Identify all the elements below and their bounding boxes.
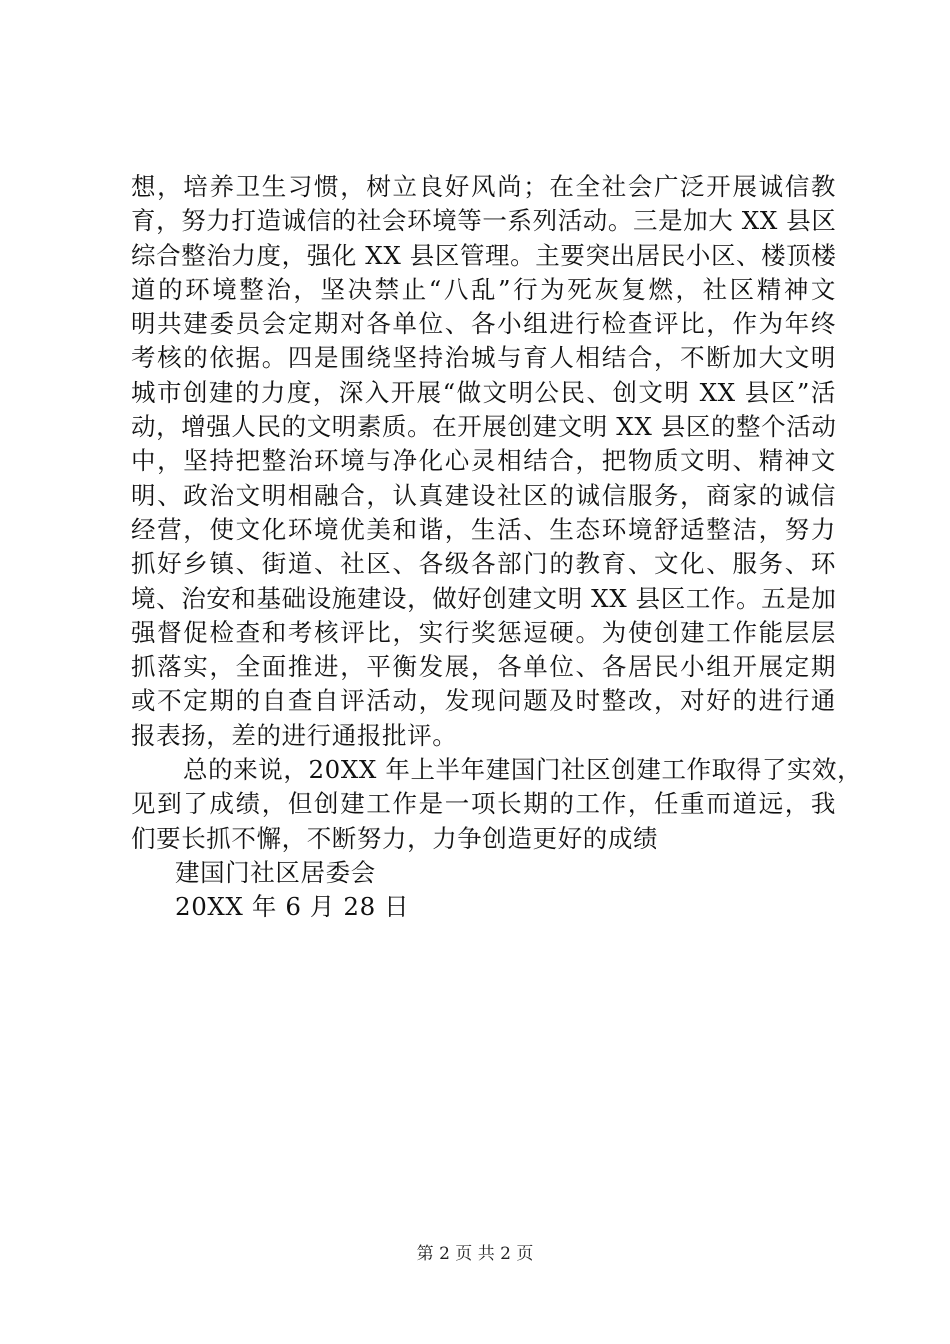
paragraph-2 xyxy=(131,753,863,856)
text-line: 育，努力打造诚信的社会环境等一系列活动。三是加大 XX 县区 xyxy=(131,206,837,236)
text-line: 明共建委员会定期对各单位、各小组进行检查评比，作为年终 xyxy=(131,309,836,339)
text-line: 见到了成绩，但创建工作是一项长期的工作，任重而道远，我 xyxy=(131,789,836,819)
signature-block xyxy=(131,856,836,925)
text-line: 道的环境整治，坚决禁止“八乱”行为死灰复燃，社区精神文 xyxy=(131,274,836,304)
text-line: 抓好乡镇、街道、社区、各级各部门的教育、文化、服务、环 xyxy=(131,549,836,579)
text-line: 报表扬，差的进行通报批评。 xyxy=(131,720,458,750)
document-body xyxy=(131,170,863,925)
text-line: 们要长抓不懈，不断努力，力争创造更好的成绩 xyxy=(131,823,659,853)
text-line: 城市创建的力度，深入开展“做文明公民、创文明 XX 县区”活 xyxy=(131,377,836,407)
text-line: 动，增强人民的文明素质。在开展创建文明 XX 县区的整个活动 xyxy=(131,412,837,442)
text-line: 明、政治文明相融合，认真建设社区的诚信服务，商家的诚信 xyxy=(131,480,836,510)
signature-date: 20XX 年 6 月 28 日 xyxy=(175,892,410,922)
text-line: 综合整治力度，强化 XX 县区管理。主要突出居民小区、楼顶楼 xyxy=(131,240,837,270)
text-line: 中，坚持把整治环境与净化心灵相结合，把物质文明、精神文 xyxy=(131,446,836,476)
text-line: 总的来说，20XX 年上半年建国门社区创建工作取得了实效， xyxy=(183,755,863,785)
text-line: 抓落实，全面推进，平衡发展，各单位、各居民小组开展定期 xyxy=(131,652,836,682)
text-line: 想，培养卫生习惯，树立良好风尚；在全社会广泛开展诚信教 xyxy=(131,172,836,201)
text-line: 或不定期的自查自评活动，发现问题及时整改，对好的进行通 xyxy=(131,686,836,716)
text-line: 强督促检查和考核评比，实行奖惩逗硬。为使创建工作能层层 xyxy=(131,617,836,647)
text-line: 考核的依据。四是围绕坚持治城与育人相结合，不断加大文明 xyxy=(131,343,836,373)
text-line: 经营，使文化环境优美和谐，生活、生态环境舒适整洁，努力 xyxy=(131,514,836,544)
paragraph-1 xyxy=(131,170,836,753)
page-footer xyxy=(0,1243,950,1265)
signature-organization: 建国门社区居委会 xyxy=(175,857,376,887)
text-line: 境、治安和基础设施建设，做好创建文明 XX 县区工作。五是加 xyxy=(131,583,837,613)
page-indicator: 第 2 页 共 2 页 xyxy=(416,1244,534,1264)
